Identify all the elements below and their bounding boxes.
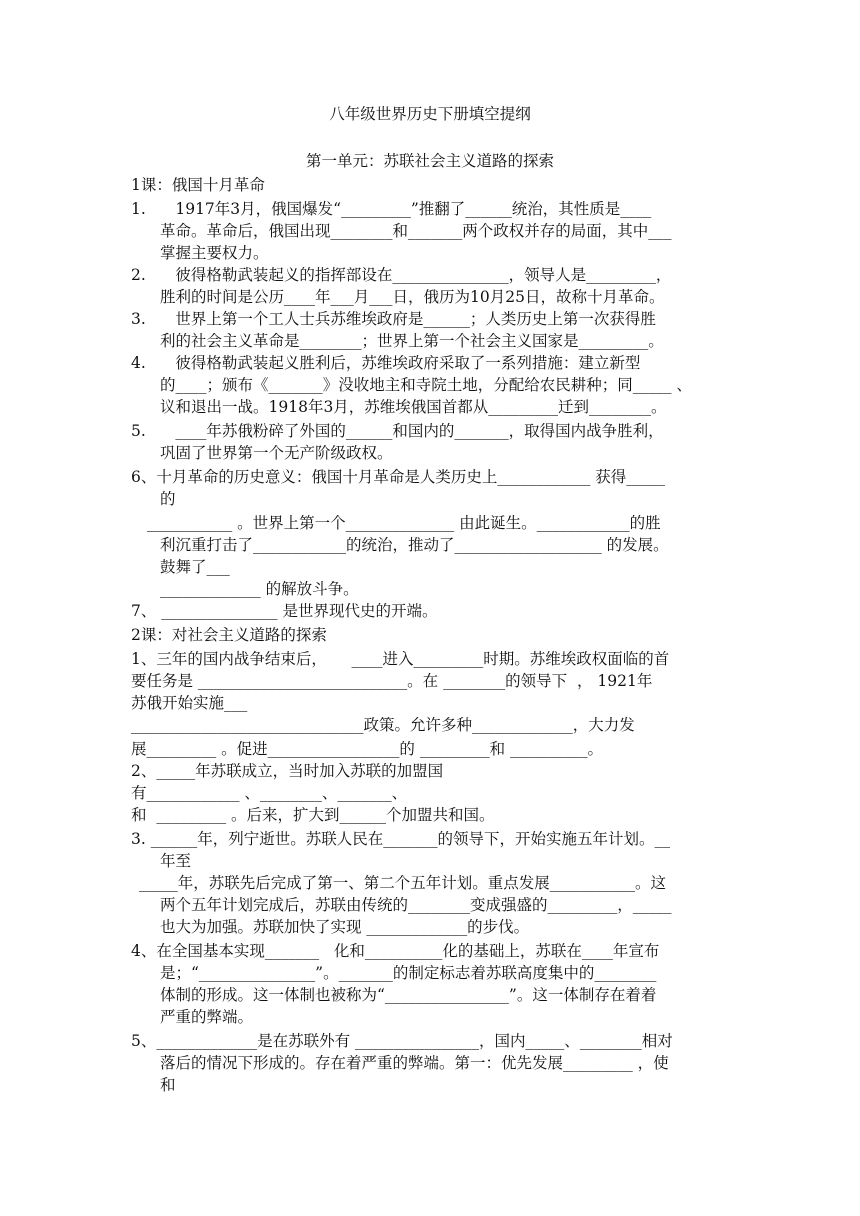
text-line: 议和退出一战。1918年3月，苏维埃俄国首都从_________迁到________。 [160, 398, 667, 416]
text-line: 利沉重打击了____________的统治，推动了___________________ 的发展。 [160, 536, 669, 554]
text-line: 巩固了世界第一个无产阶级政权。 [160, 444, 393, 462]
text-line: 的____；颁布《_______》没收地主和寺院土地，分配给农民耕种；同_____ 、 [160, 376, 692, 394]
text-line: 要任务是 ___________________________。在 ________的领导下 ， 1921年 [131, 672, 653, 690]
text-line: 1、三年的国内战争结束后， ____进入_________时期。苏维埃政权面临的首 [131, 650, 670, 668]
text-line: 和 [160, 1076, 176, 1094]
text-line: 落后的情况下形成的。存在着严重的弊端。第一：优先发展_________ ，使 [160, 1054, 669, 1072]
text-line: 年至 [160, 852, 192, 870]
text-line: 苏俄开始实施___ [131, 694, 248, 712]
text-line: 掌握主要权力。 [160, 244, 269, 262]
text-line: ___________ 。世界上第一个______________ 由此诞生。____________的胜 [147, 514, 661, 532]
text-line: 是；“_______________”。_______的制定标志着苏联高度集中的________ [160, 964, 657, 982]
text-line: _____________ 的解放斗争。 [160, 580, 359, 598]
text-line: 3. ______年，列宁逝世。苏联人民在_______的领导下，开始实施五年计划。__ [131, 830, 670, 848]
text-line: 5. ____年苏俄粉碎了外国的______和国内的_______，取得国内战争胜利， [131, 422, 664, 440]
document-title: 八年级世界历史下册填空提纲 [329, 105, 531, 123]
text-line: 和 _________ 。后来，扩大到______个加盟共和国。 [131, 806, 495, 824]
text-line: 利的社会主义革命是________；世界上第一个社会主义国家是_________。 [160, 332, 664, 350]
lesson-heading: 1课：俄国十月革命 [131, 176, 265, 194]
text-line: _____年，苏联先后完成了第一、第二个五年计划。重点发展___________。这 [139, 874, 667, 892]
text-line: 3. 世界上第一个工人士兵苏维埃政府是______；人类历史上第一次获得胜 [131, 310, 656, 328]
text-line: 4. 彼得格勒武装起义胜利后，苏维埃政府采取了一系列措施：建立新型 [131, 354, 641, 372]
text-line: 有____________ 、________、_______、 [131, 784, 408, 802]
text-line: 6、十月革命的历史意义：俄国十月革命是人类历史上____________ 获得_____ [131, 468, 666, 486]
text-line: 胜利的时间是公历____年___月___日，俄历为10月25日，故称十月革命。 [160, 288, 665, 306]
text-line: ______________________________政策。允许多种_____________，大力发 [131, 716, 635, 734]
text-line: 两个五年计划完成后，苏联由传统的________变成强盛的_________，_____ [160, 896, 672, 914]
lesson-heading: 2课：对社会主义道路的探索 [131, 626, 327, 644]
text-line: 体制的形成。这一体制也被称为“________________”。这一体制存在着着 [160, 986, 657, 1004]
text-line: 鼓舞了___ [160, 558, 230, 576]
text-line: 革命。革命后，俄国出现________和_______两个政权并存的局面，其中___ [160, 222, 672, 240]
text-line: 的 [160, 490, 176, 508]
text-line: 2、_____年苏联成立，当时加入苏联的加盟国 [131, 762, 444, 780]
text-line: 5、_____________是在苏联外有 ________________，国内_____、________相对 [131, 1032, 673, 1050]
text-line: 1. 1917年3月，俄国爆发“_________”推翻了______统治，其性质是____ [131, 200, 652, 218]
text-line: 展_________ 。促进_________________的 _________和 __________。 [131, 740, 604, 758]
text-line: 严重的弊端。 [160, 1008, 254, 1026]
text-line: 也大为加强。苏联加快了实现 _____________的步伐。 [160, 918, 530, 936]
text-line: 2. 彼得格勒武装起义的指挥部设在_______________，领导人是_________， [131, 266, 672, 284]
text-line: 7、 _______________ 是世界现代史的开端。 [131, 602, 438, 620]
unit-heading: 第一单元：苏联社会主义道路的探索 [305, 152, 554, 170]
text-line: 4、在全国基本实现_______ 化和__________化的基础上，苏联在____年宣布 [131, 942, 660, 960]
